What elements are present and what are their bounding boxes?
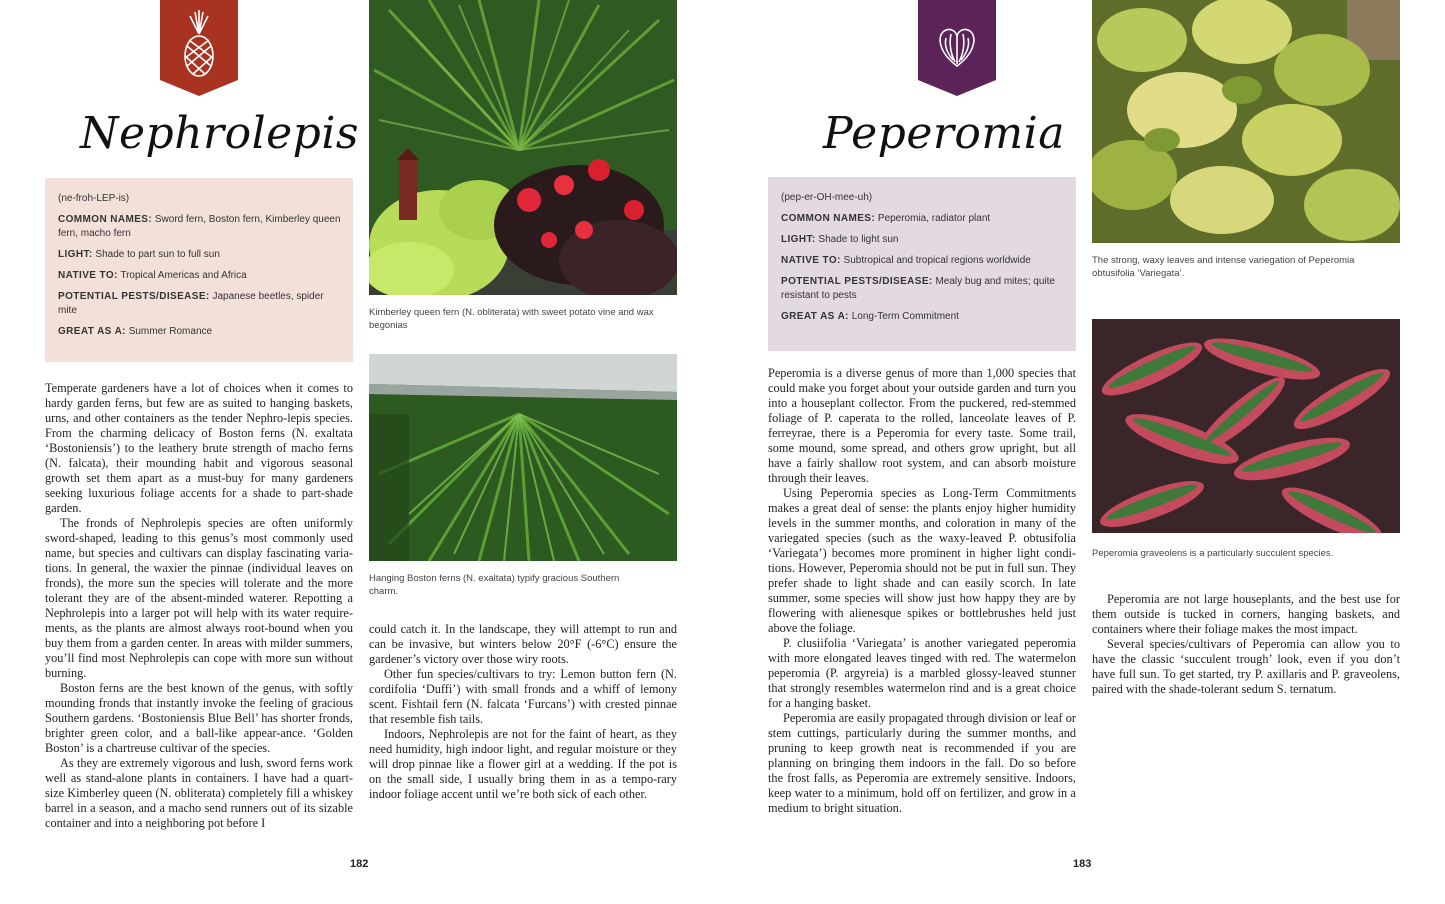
paragraph: As they are extremely vigorous and lush, sword ferns work well as stand-alone plants in containers. I have had a quart-size Kimberley queen (N. obliterata) completely fill a whiskey barrel in a season, and a macho send runners out of its sizable container and into a neighboring pot before I — [45, 756, 353, 830]
paragraph: P. clusiifolia ‘Variegata’ is another variegated peperomia with more elongated leaves tinged with red. The watermelon peperomia (P. argyreia) is a marbled glossy-leaved stunner that strongly resembles watermelon rind and is a great choice for a hanging basket. — [768, 636, 1076, 710]
native-value: Subtropical and tropical regions worldwide — [843, 255, 1031, 266]
right-column-1 — [768, 366, 1076, 816]
pests-value: Mealy bug and mites; quite resistant to pests — [781, 276, 1055, 301]
paragraph: could catch it. In the landscape, they will attempt to run and can be invasive, but winters below 20°F (-6°C) ensure the gardener’s victory over those wiry roots. — [369, 622, 677, 666]
peperomia-graveolens-photo — [1092, 319, 1400, 533]
boston-fern-photo — [369, 354, 677, 561]
common-names-row — [781, 212, 1064, 226]
great-as-row — [58, 325, 341, 339]
native-value: Tropical Americas and Africa — [120, 270, 247, 281]
great-as-value: Summer Romance — [128, 326, 213, 337]
light-value: Shade to light sun — [818, 234, 899, 245]
native-row — [781, 254, 1064, 268]
paragraph: Other fun species/cultivars to try: Lemon button fern (N. cordifolia ‘Duffi’) with small fronds and a whiff of lemony scent. Fishtail fern (N. falcata ‘Furcans’) with crested pinnae that resemble fish tails. — [369, 667, 677, 726]
pests-label: POTENTIAL PESTS/DISEASE: — [781, 276, 933, 287]
right-photo1-caption: The strong, waxy leaves and intense variegation of Peperomia obtusifolia ‘Variegata’. — [1092, 255, 1355, 279]
common-names-value: Sword fern, Boston fern, Kimberley queen fern, macho fern — [58, 214, 341, 239]
right-info-box — [768, 177, 1076, 351]
left-photo2-caption: Hanging Boston ferns (N. exaltata) typify gracious Southern charm. — [369, 573, 620, 597]
great-as-row — [781, 310, 1064, 324]
right-page-title: Peperomia — [823, 108, 1065, 159]
left-photo1-caption: Kimberley queen fern (N. obliterata) with sweet potato vine and wax begonias — [369, 307, 654, 331]
left-column-2 — [369, 622, 677, 802]
paragraph: Indoors, Nephrolepis are not for the faint of heart, as they need humidity, high indoor light, and regular moisture or they will drop pinnae like a flower girl at a wedding. If the pot is on the small side, I usually bring them in as a tempo-rary indoor foliage accent until we’re both sick of each other. — [369, 727, 677, 801]
paragraph: Peperomia are easily propagated through division or leaf or stem cuttings, particularly during the summer months, and pruning to keep growth neat is recommended if you are planning on bringing them indoors in the fall. Do so before the frost falls, as Peperomia are extremely sensitive. Indoors, keep water to a minimum, hold off on fertilizer, and grow in a medium to bright situation. — [768, 711, 1076, 815]
light-row — [58, 248, 341, 262]
common-names-row — [58, 213, 341, 241]
native-label: NATIVE TO: — [58, 270, 118, 281]
pests-value: Japanese beetles, spider mite — [58, 291, 324, 316]
right-photo2-caption: Peperomia graveolens is a particularly succulent species. — [1092, 548, 1334, 559]
pests-label: POTENTIAL PESTS/DISEASE: — [58, 291, 210, 302]
pronunciation: (ne-froh-LEP-is) — [58, 193, 130, 204]
paragraph: The fronds of Nephrolepis species are often uniformly sword-shaped, leading to this genus’s most commonly used name, but species and cultivars can display fascinating varia-tions. In general, the waxier the pinnae (individual leaves on fronds), the more sun the species will tolerate and the more tolerant they are of the absent-minded waterer. Repotting a Nephrolepis into a larger pot will help with its water require-ments, as the plants are almost always root-bound when you buy them from a garden center. In areas with milder summers, you’ll find most Nephrolepis can cope with more sun without burning. — [45, 516, 353, 680]
left-page-title: Nephrolepis — [80, 108, 359, 159]
light-row — [781, 233, 1064, 247]
light-label: LIGHT: — [781, 234, 816, 245]
paragraph: Several species/cultivars of Peperomia can allow you to have the classic ‘succulent trough’ look, even if you don’t have full sun. To get started, try P. axillaris and P. graveolens, paired with the shade-tolerant sedum S. ternatum. — [1092, 637, 1400, 696]
paragraph: Using Peperomia species as Long-Term Commitments makes a great deal of sense: the plants enjoy higher humidity levels in the summer months, and coloration in many of the variegated species (such as the waxy-leaved P. obtusifolia ‘Variegata’) becomes more prominent in higher light condi-tions. However, Peperomia should not be put in full sun. They prefer shade to light shade and can easily scorch. In late summer, some species will show just how happy they are by flowering with alienesque spikes or bottlebrushes held just above the foliage. — [768, 486, 1076, 635]
common-names-value: Peperomia, radiator plant — [877, 213, 991, 224]
light-label: LIGHT: — [58, 249, 93, 260]
peperomia-obtusifolia-photo — [1092, 0, 1400, 243]
light-value: Shade to part sun to full sun — [95, 249, 220, 260]
paragraph: Peperomia are not large houseplants, and the best use for them outside is tucked in corners, hanging baskets, and containers where their foliage makes the most impact. — [1092, 592, 1400, 636]
pronunciation: (pep-er-OH-mee-uh) — [781, 192, 873, 203]
paragraph: Boston ferns are the best known of the genus, with softly mounding fronds that instantly invoke the feeling of gracious Southern gardens. ‘Bostoniensis Blue Bell’ has shorter fronds, brighter green color, and a ball-like appear-ance. ‘Golden Boston’ is a chartreuse cultivar of the species. — [45, 681, 353, 755]
pests-row — [58, 290, 341, 318]
common-names-label: COMMON NAMES: — [58, 214, 153, 225]
paragraph: Temperate gardeners have a lot of choices when it comes to hardy garden ferns, but few are as suited to hanging baskets, urns, and other containers as the tender Nephro-lepis species. From the charming delicacy of Boston ferns (N. exaltata ‘Bostoniensis’) to the leathery brute strength of macho ferns (N. falcata), their mounding habit and vigorous seasonal growth set them apart as a must-buy for many gardeners seeking luxurious foliage accents for a shade to part-shade garden. — [45, 381, 353, 515]
left-column-1 — [45, 381, 353, 831]
great-as-label: GREAT AS A: — [58, 326, 126, 337]
paragraph: Peperomia is a diverse genus of more than 1,000 species that could make you forget about your outside garden and turn you into a houseplant collector. From the puckered, red-stemmed foliage of P. caperata to the rolled, lanceolate leaves of P. ferreyrae, there is a Peperomia for every taste. Some trail, some mound, some spread, and others grow upright, but all have a fairly shallow root system, and can absorb moisture through their leaves. — [768, 366, 1076, 485]
common-names-label: COMMON NAMES: — [781, 213, 876, 224]
kimberley-fern-photo — [369, 0, 677, 295]
native-row — [58, 269, 341, 283]
native-label: NATIVE TO: — [781, 255, 841, 266]
great-as-value: Long-Term Commitment — [851, 311, 959, 322]
left-banner — [160, 0, 238, 96]
left-page-number: 182 — [350, 858, 369, 870]
left-info-box — [45, 178, 353, 362]
great-as-label: GREAT AS A: — [781, 311, 849, 322]
right-column-2 — [1092, 592, 1400, 697]
pests-row — [781, 275, 1064, 303]
right-banner — [918, 0, 996, 96]
right-page-number: 183 — [1073, 858, 1092, 870]
